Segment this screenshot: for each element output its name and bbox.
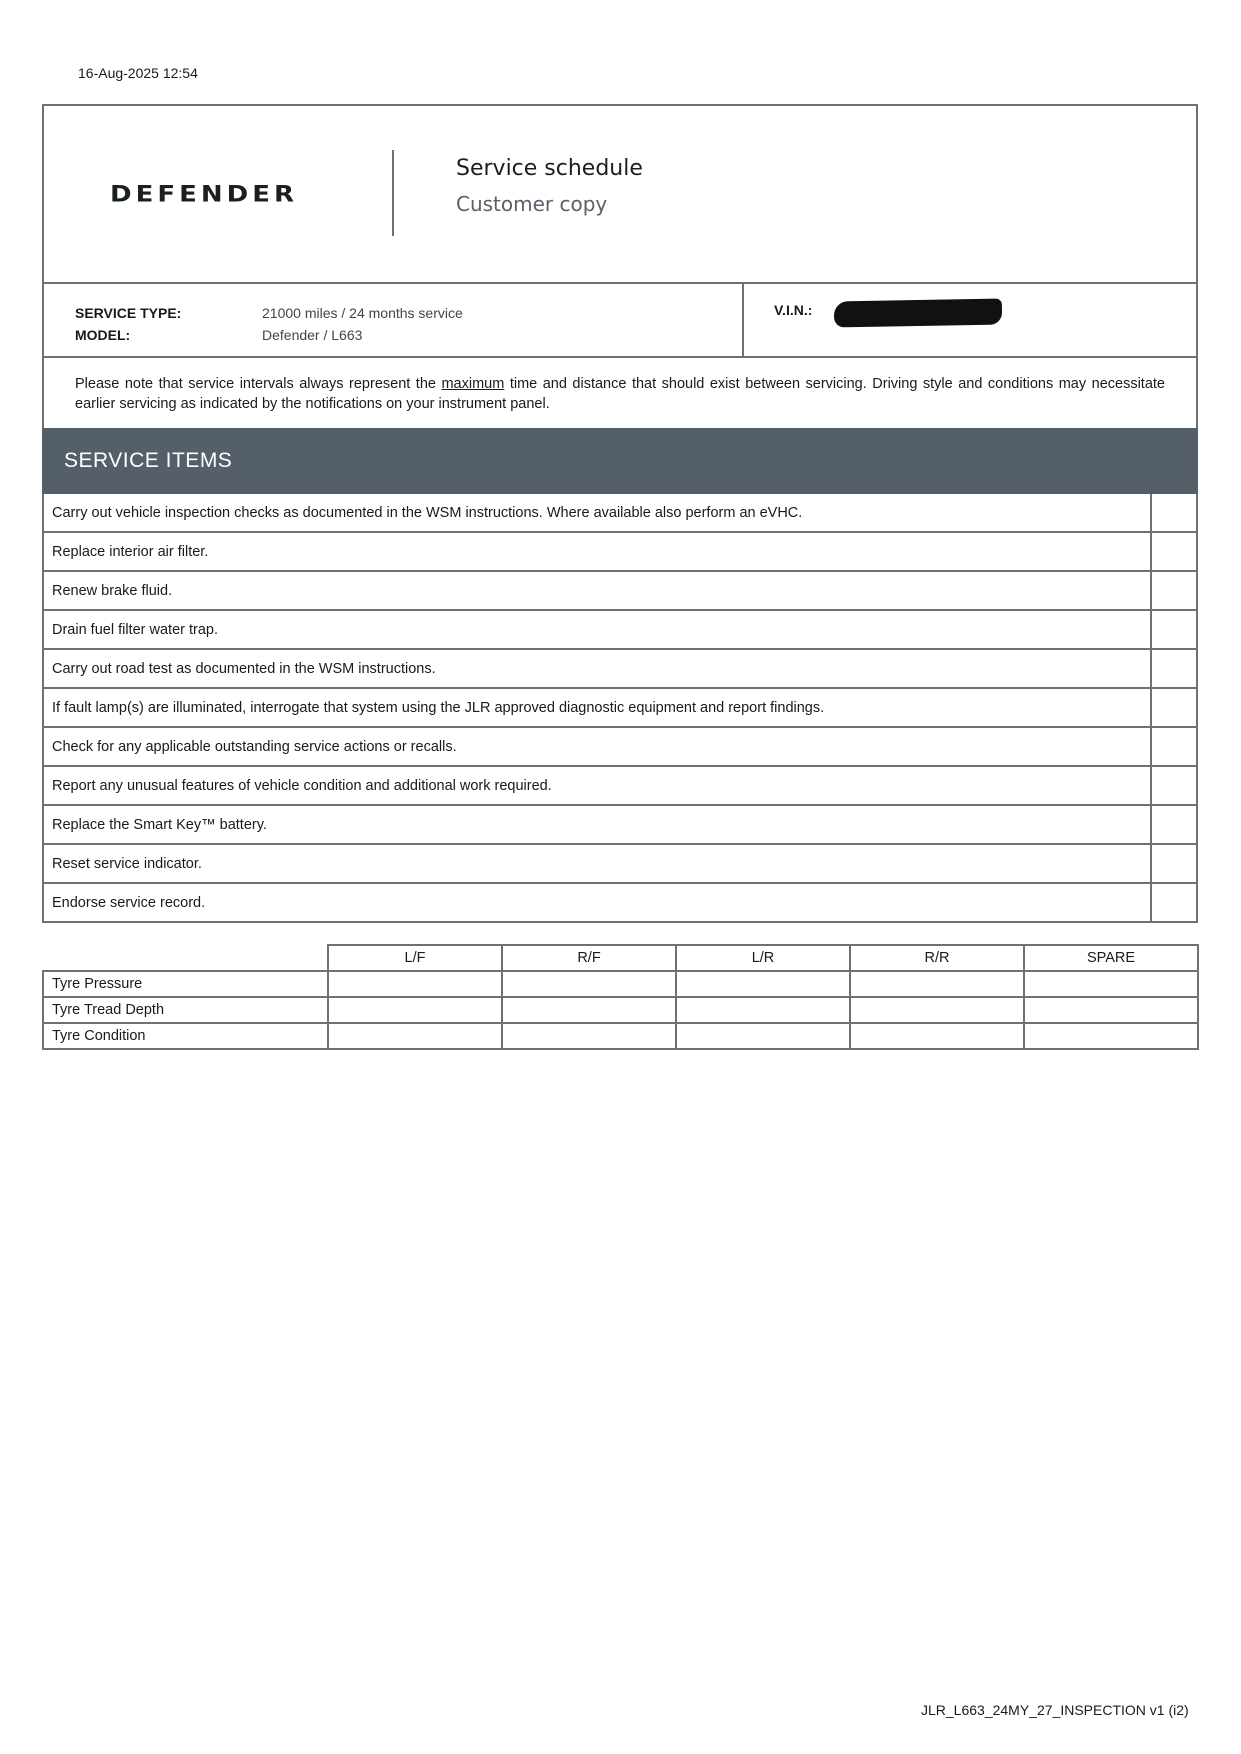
service-item-row bbox=[44, 884, 1196, 923]
tyre-entry-cell[interactable] bbox=[1024, 997, 1198, 1023]
service-item-text: Endorse service record. bbox=[44, 884, 1152, 921]
service-item-row bbox=[44, 533, 1196, 572]
service-item-row bbox=[44, 728, 1196, 767]
service-item-checkbox[interactable] bbox=[1152, 689, 1196, 726]
service-type-row bbox=[75, 302, 742, 324]
service-item-row bbox=[44, 806, 1196, 845]
tyre-entry-cell[interactable] bbox=[850, 1023, 1024, 1049]
service-item-checkbox[interactable] bbox=[1152, 533, 1196, 570]
service-item-checkbox[interactable] bbox=[1152, 845, 1196, 882]
service-item-checkbox[interactable] bbox=[1152, 728, 1196, 765]
service-item-text: Report any unusual features of vehicle condition and additional work required. bbox=[44, 767, 1152, 804]
tyre-entry-cell[interactable] bbox=[850, 997, 1024, 1023]
service-item-checkbox[interactable] bbox=[1152, 572, 1196, 609]
tyre-entry-cell[interactable] bbox=[676, 971, 850, 997]
service-schedule-document bbox=[42, 104, 1198, 923]
service-interval-notice bbox=[44, 358, 1196, 428]
document-title: Service schedule bbox=[456, 156, 643, 181]
notice-text-start: Please note that service intervals always represent the bbox=[75, 376, 442, 392]
service-item-text: Reset service indicator. bbox=[44, 845, 1152, 882]
service-item-text: If fault lamp(s) are illuminated, interrogate that system using the JLR approved diagnostic equipment and report findings. bbox=[44, 689, 1152, 726]
document-header bbox=[44, 106, 1196, 284]
tyre-entry-cell[interactable] bbox=[328, 1023, 502, 1049]
service-item-checkbox[interactable] bbox=[1152, 650, 1196, 687]
tyre-row bbox=[43, 971, 1198, 997]
service-type-label: SERVICE TYPE: bbox=[75, 305, 182, 321]
service-items-heading: SERVICE ITEMS bbox=[42, 428, 1198, 494]
service-item-row bbox=[44, 494, 1196, 533]
model-value: Defender / L663 bbox=[262, 327, 363, 343]
tyre-entry-cell[interactable] bbox=[502, 971, 676, 997]
tyre-column-header: SPARE bbox=[1024, 945, 1198, 971]
tyre-entry-cell[interactable] bbox=[676, 1023, 850, 1049]
tyre-entry-cell[interactable] bbox=[1024, 1023, 1198, 1049]
service-item-checkbox[interactable] bbox=[1152, 611, 1196, 648]
tyre-entry-cell[interactable] bbox=[850, 971, 1024, 997]
defender-logo: DEFENDER bbox=[110, 182, 298, 208]
service-details bbox=[44, 284, 744, 356]
service-item-row bbox=[44, 689, 1196, 728]
tyre-row-label: Tyre Tread Depth bbox=[43, 997, 328, 1023]
tyre-column-header: L/R bbox=[676, 945, 850, 971]
service-item-text: Carry out road test as documented in the WSM instructions. bbox=[44, 650, 1152, 687]
tyre-header-blank bbox=[43, 945, 328, 971]
model-row bbox=[75, 324, 742, 346]
service-item-text: Replace interior air filter. bbox=[44, 533, 1152, 570]
notice-text-end: time and distance that should exist between servicing. Driving style and conditions may necessitate earlier servicing as indicated by the notifications on your instrument panel. bbox=[75, 376, 1165, 412]
service-item-checkbox[interactable] bbox=[1152, 806, 1196, 843]
service-item-row bbox=[44, 767, 1196, 806]
tyre-row-label: Tyre Pressure bbox=[43, 971, 328, 997]
model-label: MODEL: bbox=[75, 327, 131, 343]
tyre-row bbox=[43, 1023, 1198, 1049]
vehicle-info bbox=[44, 284, 1196, 358]
service-item-row bbox=[44, 611, 1196, 650]
service-item-row bbox=[44, 650, 1196, 689]
vin-label: V.I.N.: bbox=[774, 302, 813, 318]
service-item-text: Drain fuel filter water trap. bbox=[44, 611, 1152, 648]
tyre-entry-cell[interactable] bbox=[328, 971, 502, 997]
service-item-row bbox=[44, 845, 1196, 884]
notice-emphasis: maximum bbox=[441, 376, 505, 392]
service-item-checkbox[interactable] bbox=[1152, 494, 1196, 531]
tyre-entry-cell[interactable] bbox=[502, 997, 676, 1023]
tyre-entry-cell[interactable] bbox=[328, 997, 502, 1023]
tyre-column-header: R/R bbox=[850, 945, 1024, 971]
service-item-checkbox[interactable] bbox=[1152, 767, 1196, 804]
service-item-checkbox[interactable] bbox=[1152, 884, 1196, 921]
document-frame bbox=[42, 104, 1198, 428]
vin-cell bbox=[744, 284, 1196, 356]
service-item-text: Renew brake fluid. bbox=[44, 572, 1152, 609]
document-subtitle: Customer copy bbox=[456, 192, 608, 216]
service-item-text: Replace the Smart Key™ battery. bbox=[44, 806, 1152, 843]
service-item-row bbox=[44, 572, 1196, 611]
tyre-entry-cell[interactable] bbox=[676, 997, 850, 1023]
print-timestamp: 16-Aug-2025 12:54 bbox=[78, 65, 198, 81]
tyre-column-header: L/F bbox=[328, 945, 502, 971]
tyre-column-header: R/F bbox=[502, 945, 676, 971]
tyre-table-body bbox=[43, 971, 1198, 1049]
service-type-value: 21000 miles / 24 months service bbox=[262, 305, 463, 321]
service-item-text: Carry out vehicle inspection checks as documented in the WSM instructions. Where available also perform an eVHC. bbox=[44, 494, 1152, 531]
tyre-entry-cell[interactable] bbox=[1024, 971, 1198, 997]
service-item-text: Check for any applicable outstanding service actions or recalls. bbox=[44, 728, 1152, 765]
vin-redaction-mark bbox=[834, 299, 1002, 328]
service-items-list bbox=[42, 494, 1198, 923]
tyre-row-label: Tyre Condition bbox=[43, 1023, 328, 1049]
tyre-row bbox=[43, 997, 1198, 1023]
tyre-entry-cell[interactable] bbox=[502, 1023, 676, 1049]
tyre-table bbox=[42, 944, 1199, 1050]
tyre-table-header bbox=[43, 945, 1198, 971]
header-divider bbox=[392, 150, 394, 236]
document-code: JLR_L663_24MY_27_INSPECTION v1 (i2) bbox=[921, 1702, 1189, 1718]
